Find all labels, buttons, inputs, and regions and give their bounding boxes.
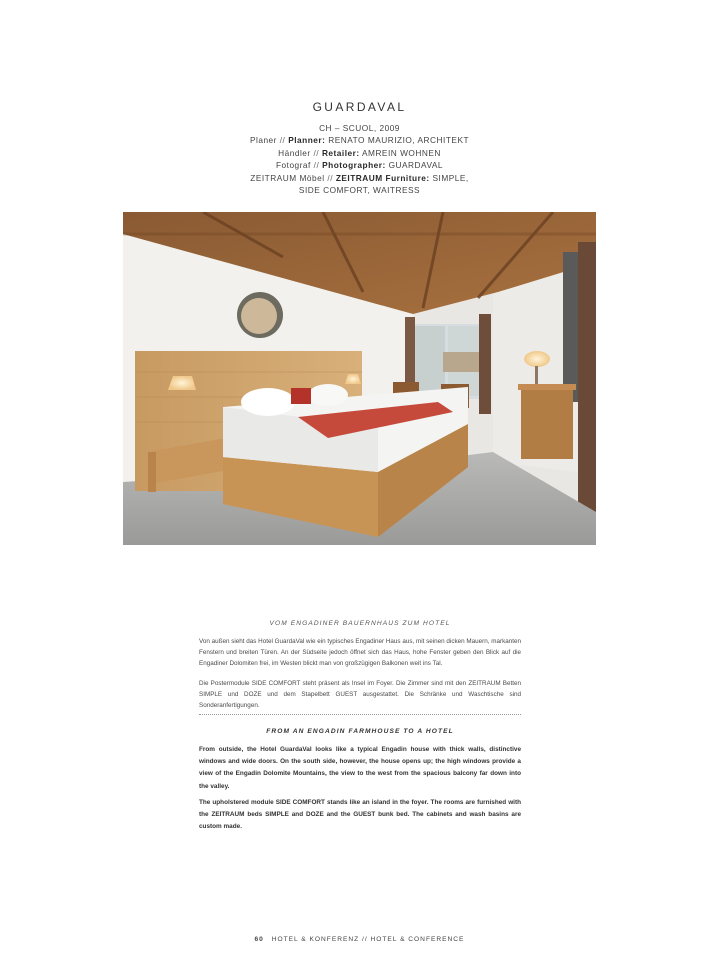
retailer-value: AMREIN WOHNEN <box>362 147 441 158</box>
separator: // <box>313 160 320 171</box>
dotted-divider <box>199 714 521 715</box>
photographer-value: GUARDAVAL <box>388 160 444 171</box>
project-credits <box>0 122 719 196</box>
hotel-room-photo <box>123 212 596 545</box>
location-line: CH – SCUOL, 2009 <box>319 123 400 133</box>
planner-label-de: Planer <box>249 135 277 146</box>
project-title: GUARDAVAL <box>312 100 407 114</box>
german-heading: VOM ENGADINER BAUERNHAUS ZUM HOTEL <box>269 620 451 627</box>
footer-section: HOTEL & KONFERENZ // HOTEL & CONFERENCE <box>271 936 465 943</box>
retailer-label-de: Händler <box>278 147 311 158</box>
furniture-value-1: SIMPLE, <box>432 172 469 183</box>
english-heading: FROM AN ENGADIN FARMHOUSE TO A HOTEL <box>266 728 454 735</box>
photographer-line <box>0 159 719 171</box>
photographer-label-de: Fotograf <box>275 160 311 171</box>
separator: // <box>279 135 286 146</box>
photographer-label-en: Photographer: <box>322 160 386 171</box>
page-number: 60 <box>254 936 264 943</box>
retailer-line <box>0 147 719 159</box>
german-paragraph-1: Von außen sieht das Hotel GuardaVal wie ein typisches Engadiner Haus aus, mit seinen dicken Mauern, markanten Fenstern und breiten Türen. An der Südseite jedoch öffnet sich das Haus, hohe Fenster geben den Blick auf die Engadiner Dolomiten frei, im Westen blickt man von großzügigen Balkonen weit ins Tal. <box>199 638 521 668</box>
furniture-line <box>0 172 719 184</box>
planner-value: RENATO MAURIZIO, ARCHITEKT <box>328 135 470 146</box>
separator: // <box>313 147 320 158</box>
planner-line <box>0 134 719 146</box>
separator: // <box>327 172 334 183</box>
german-paragraph-2: Die Postermodule SIDE COMFORT steht präsent als Insel im Foyer. Die Zimmer sind mit den ZEITRAUM Betten SIMPLE und DOZE und dem Stapelbett GUEST ausgestattet. Die Schränke und Waschtische sind Sonderanfertigungen. <box>199 680 521 710</box>
english-paragraph-2: The upholstered module SIDE COMFORT stands like an island in the foyer. The rooms are furnished with the ZEITRAUM beds SIMPLE and DOZE and the GUEST bunk bed. The cabinets and wash basins are custom made. <box>199 799 521 831</box>
english-paragraph-1: From outside, the Hotel GuardaVal looks like a typical Engadin house with thick walls, distinctive windows and wide doors. On the south side, however, the house opens up; the high windows provide a view of the Engadin Dolomite Mountains, the view to the west from the spacious balcony far down into the valley. <box>199 746 521 790</box>
planner-label-en: Planner: <box>288 135 326 146</box>
furniture-label-de: ZEITRAUM Möbel <box>250 172 325 183</box>
page-footer <box>0 936 719 943</box>
retailer-label-en: Retailer: <box>321 147 360 158</box>
furniture-value-2: SIDE COMFORT, WAITRESS <box>298 185 421 196</box>
furniture-label-en: ZEITRAUM Furniture: <box>335 172 430 183</box>
